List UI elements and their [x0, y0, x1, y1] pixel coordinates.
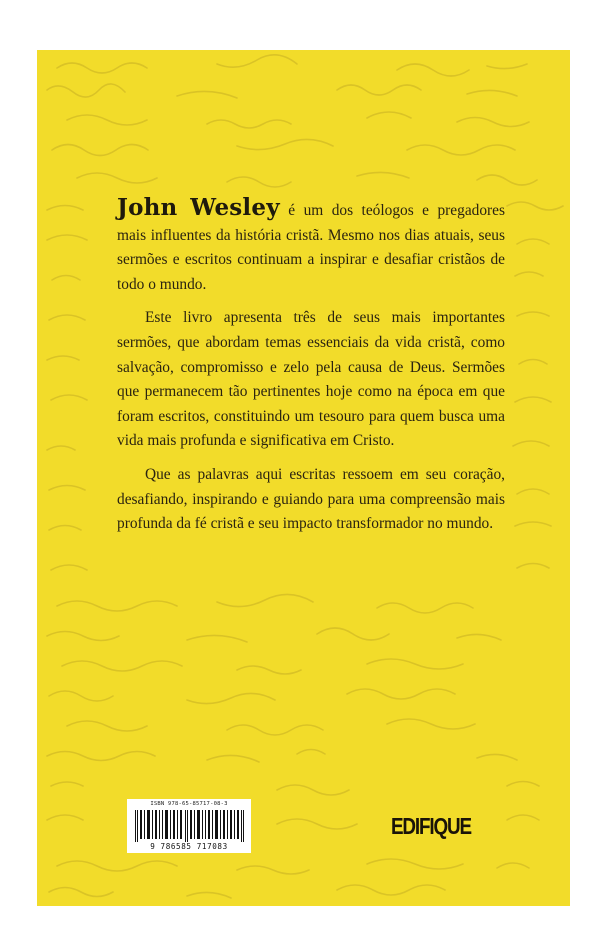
book-back-cover [37, 50, 570, 906]
barcode-digits: 9 786585 717083 [150, 842, 228, 851]
isbn-label: ISBN 978-65-85717-08-3 [150, 801, 228, 807]
author-name: John Wesley [117, 194, 280, 221]
publisher-logo: EDIFIQUE [391, 813, 471, 839]
isbn-barcode [127, 799, 251, 853]
blurb-paragraph-3: Que as palavras aqui escritas ressoem em seu coração, desafiando, inspirando e guiando para uma compreensão mais profunda da fé cristã e seu impacto transformador no mundo. [117, 465, 505, 533]
barcode-bars [135, 810, 245, 842]
blurb-intro-text: é um dos teólogos e pregadores mais influentes da história cristã. Mesmo nos dias atuais, seus sermões e escritos continuam a inspirar e desafiar cristãos de todo o mundo. [117, 202, 505, 293]
back-cover-blurb [117, 196, 505, 546]
blurb-paragraph-1 [117, 196, 505, 297]
blurb-paragraph-2: Este livro apresenta três de seus mais importantes sermões, que abordam temas essenciais da vida cristã, como salvação, compromisso e zelo pela causa de Deus. Sermões que permanecem tão pertinentes hoje como na época em que foram escritos, constituindo um tesouro para quem busca uma vida mais profunda e significativa em Cristo. [117, 309, 505, 450]
